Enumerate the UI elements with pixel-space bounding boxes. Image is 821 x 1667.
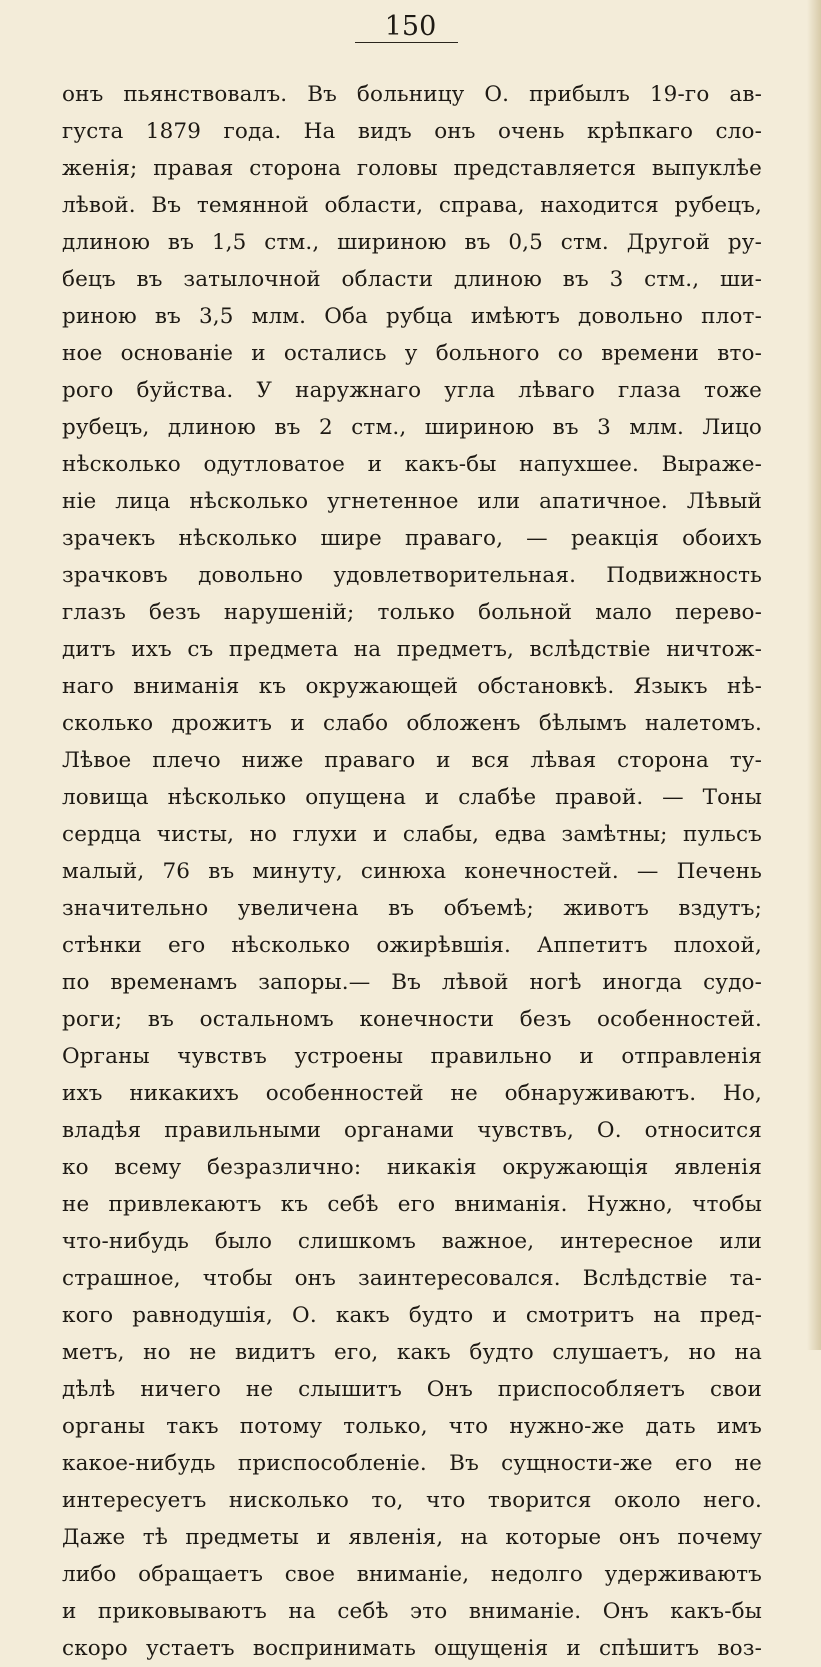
text-line: рого буйства. У наружнаго угла лѣваго глаза тоже bbox=[62, 378, 762, 403]
text-line: страшное, чтобы онъ заинтересовался. Вслѣдствіе та- bbox=[62, 1266, 762, 1291]
text-line: ловища нѣсколько опущена и слабѣе правой. — Тоны bbox=[62, 785, 762, 810]
text-line: женія; правая сторона головы представляется выпуклѣе bbox=[62, 156, 762, 181]
text-line: сколько дрожитъ и слабо обложенъ бѣлымъ налетомъ. bbox=[62, 711, 762, 736]
text-line: онъ пьянствовалъ. Въ больницу О. прибылъ 19-го ав- bbox=[62, 82, 762, 107]
text-line: не привлекаютъ къ себѣ его вниманія. Нужно, чтобы bbox=[62, 1192, 762, 1217]
text-line: метъ, но не видитъ его, какъ будто слушаетъ, но на bbox=[62, 1340, 762, 1365]
text-line: нѣсколько одутловатое и какъ-бы напухшее. Выраже- bbox=[62, 452, 762, 477]
text-line: рубецъ, длиною въ 2 стм., шириною въ 3 млм. Лицо bbox=[62, 415, 762, 440]
header-rule bbox=[355, 42, 458, 43]
body-text bbox=[62, 76, 762, 1667]
text-line: стѣнки его нѣсколько ожирѣвшія. Аппетитъ плохой, bbox=[62, 933, 762, 958]
text-line: Даже тѣ предметы и явленія, на которые онъ почему bbox=[62, 1525, 762, 1550]
text-line: значительно увеличена въ объемѣ; животъ вздутъ; bbox=[62, 896, 762, 921]
text-line: дитъ ихъ съ предмета на предметъ, вслѣдствіе ничтож- bbox=[62, 637, 762, 662]
text-line: зрачекъ нѣсколько шире праваго, — реакція обоихъ bbox=[62, 526, 762, 551]
text-line: густа 1879 года. На видъ онъ очень крѣпкаго сло- bbox=[62, 119, 762, 144]
text-line: лѣвой. Въ темянной области, справа, находится рубецъ, bbox=[62, 193, 762, 218]
text-line: дѣлѣ ничего не слышитъ Онъ приспособляетъ свои bbox=[62, 1377, 762, 1402]
text-line: либо обращаетъ свое вниманіе, недолго удерживаютъ bbox=[62, 1562, 762, 1587]
text-line: интересуетъ нисколько то, что творится около него. bbox=[62, 1488, 762, 1513]
text-line: длиною въ 1,5 стм., шириною въ 0,5 стм. Другой ру- bbox=[62, 230, 762, 255]
text-line: какое-нибудь приспособленіе. Въ сущности-же его не bbox=[62, 1451, 762, 1476]
text-line: малый, 76 въ минуту, синюха конечностей. — Печень bbox=[62, 859, 762, 884]
text-line: риною въ 3,5 млм. Оба рубца имѣютъ довольно плот- bbox=[62, 304, 762, 329]
text-line: ніе лица нѣсколько угнетенное или апатичное. Лѣвый bbox=[62, 489, 762, 514]
text-line: по временамъ запоры.— Въ лѣвой ногѣ иногда судо- bbox=[62, 970, 762, 995]
text-line: скоро устаетъ воспринимать ощущенія и спѣшитъ воз- bbox=[62, 1636, 762, 1661]
page-edge-shadow bbox=[807, 0, 821, 1350]
text-line: органы такъ потому только, что нужно-же дать имъ bbox=[62, 1414, 762, 1439]
page-number: 150 bbox=[384, 11, 437, 42]
text-line: Лѣвое плечо ниже праваго и вся лѣвая сторона ту- bbox=[62, 748, 762, 773]
text-line: ное основаніе и остались у больного со времени вто- bbox=[62, 341, 762, 366]
text-line: наго вниманія къ окружающей обстановкѣ. Языкъ нѣ- bbox=[62, 674, 762, 699]
text-line: роги; въ остальномъ конечности безъ особенностей. bbox=[62, 1007, 762, 1032]
text-line: кого равнодушія, О. какъ будто и смотритъ на пред- bbox=[62, 1303, 762, 1328]
text-line: сердца чисты, но глухи и слабы, едва замѣтны; пульсъ bbox=[62, 822, 762, 847]
text-line: глазъ безъ нарушеній; только больной мало перево- bbox=[62, 600, 762, 625]
text-line: ко всему безразлично: никакія окружающія явленія bbox=[62, 1155, 762, 1180]
text-line: Органы чувствъ устроены правильно и отправленія bbox=[62, 1044, 762, 1069]
text-line: и приковываютъ на себѣ это вниманіе. Онъ какъ-бы bbox=[62, 1599, 762, 1624]
text-line: что-нибудь было слишкомъ важное, интересное или bbox=[62, 1229, 762, 1254]
text-line: ихъ никакихъ особенностей не обнаруживаютъ. Но, bbox=[62, 1081, 762, 1106]
text-line: зрачковъ довольно удовлетворительная. Подвижность bbox=[62, 563, 762, 588]
text-line: владѣя правильными органами чувствъ, О. относится bbox=[62, 1118, 762, 1143]
text-line: бецъ въ затылочной области длиною въ 3 стм., ши- bbox=[62, 267, 762, 292]
